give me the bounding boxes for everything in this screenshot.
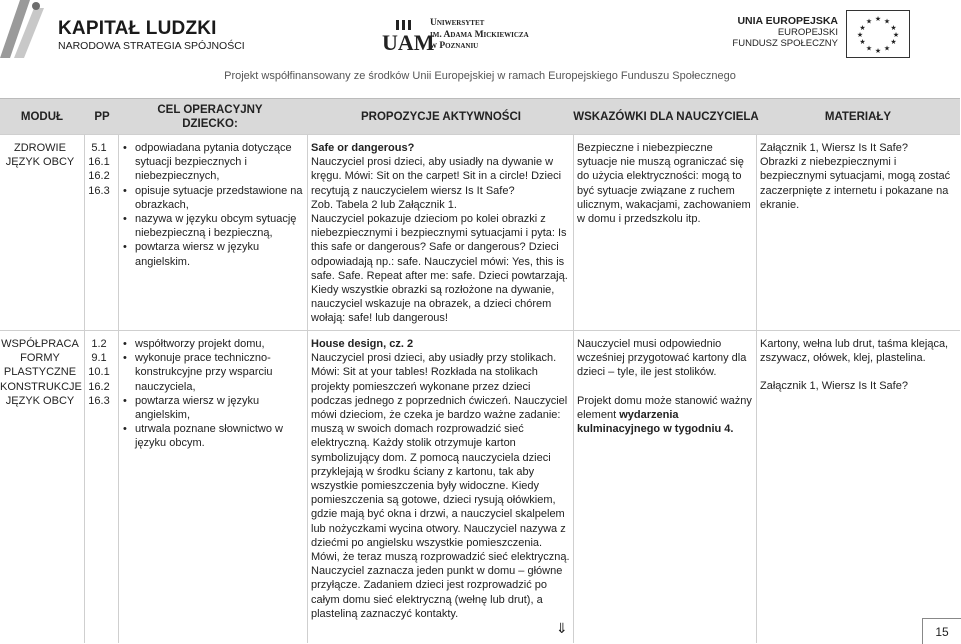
materials-item: Załącznik 1, Wiersz Is It Safe?	[760, 380, 908, 393]
materials-item: Obrazki z niebezpiecznymi i bezpiecznymi sytuacjami, mogą zostać zaczerpnięte z internetu i pokazane na ekranie.	[760, 156, 951, 211]
goal-item: • powtarza wiersz w języku angielskim.	[120, 240, 305, 268]
row1-modul: ZDROWIE JĘZYK OBCY	[5, 142, 75, 169]
ue-caption	[710, 16, 838, 49]
materials-item: Załącznik 1, Wiersz Is It Safe?	[760, 142, 908, 154]
header-modul: MODUŁ	[20, 111, 64, 123]
project-funding-line: Projekt współfinansowany ze środków Unii Europejskiej w ramach Europejskiego Funduszu Społecznego	[224, 70, 736, 82]
kapital-ludzki-subtitle: NARODOWA STRATEGIA SPÓJNOŚCI	[58, 40, 245, 52]
svg-text:★: ★	[865, 44, 873, 53]
row1-pp: 5.1 16.1 16.2 16.3	[88, 142, 110, 197]
row2-goals	[120, 337, 305, 451]
goal-item: • utrwala poznane słownictwo w języku obcym.	[120, 422, 305, 450]
svg-text:★: ★	[856, 31, 864, 39]
svg-text:★: ★	[859, 24, 866, 32]
goal-item: • nazywa w języku obcym sytuację niebezpieczną i bezpieczną,	[120, 212, 305, 240]
svg-text:★: ★	[874, 15, 882, 23]
table-row	[0, 134, 960, 331]
eu-flag-icon	[846, 10, 910, 58]
activity-paragraph: Nauczyciel prosi dzieci, aby usiadły przy stolikach. Mówi: Sit at your tables! Rozkłada na stolikach projekty pomieszczeń wykonane przez dzieci podczas jednego z poprzednich ćwiczeń. Nauczyciel mówi dzieciom, że czeka je bardzo ważne zadanie: muszą w swoich domach rozprowadzić sieć elektryczną. Każdy stolik otrzymuje karton symbolizujący dom. Z pomocą nauczyciela dzieci przyklejają w środku ściany z kartonu, tak aby wszystkie pomieszczenia były widoczne. Kiedy pomieszczenia są gotowe, dzieci rysują ołówkiem, gdzie mają być okna i drzwi, a nauczyciel skalpelem lub nożyczkami wycina otwory. Nauczyciel nazywa z dziećmi po angielsku wszystkie pomieszczenia. Mówi, że teraz muszą rozprowadzić sieć elektryczną. Nauczyciel zaznacza jeden punkt w domu – główne przyłącze. Zadaniem dzieci jest rozprowadzić po całym domu sieć elektryczną (wełnę lub drut), a plasteliną zaznaczyć kontakty.	[311, 352, 570, 620]
goal-item: • odpowiadana pytania dotyczące sytuacji bezpiecznych i niebezpiecznych,	[120, 141, 305, 184]
svg-text:★: ★	[865, 17, 873, 26]
uam-logo	[380, 18, 560, 64]
ue-line-2: EUROPEJSKI	[777, 27, 838, 38]
page-number: 15	[922, 618, 961, 644]
uam-line-3: w Poznaniu	[430, 41, 479, 51]
header-materialy: MATERIAŁY	[824, 111, 892, 123]
materials-item: Kartony, wełna lub drut, taśma klejąca, zszywacz, ołówek, klej, plastelina.	[760, 338, 949, 365]
uam-mark-text: UAM	[382, 30, 435, 55]
row2-activity	[311, 337, 571, 621]
svg-text:★: ★	[874, 47, 882, 55]
row1-activity	[311, 141, 571, 326]
svg-text:★: ★	[890, 38, 897, 46]
uam-name	[430, 18, 529, 53]
row1-goals	[120, 141, 305, 269]
goal-item: • opisuje sytuacje przedstawione na obrazkach,	[120, 184, 305, 212]
continue-arrow-icon: ⇓	[556, 620, 568, 636]
header-wskazowki: WSKAZÓWKI DLA NAUCZYCIELA	[573, 111, 759, 123]
goal-item: • powtarza wiersz w języku angielskim,	[120, 394, 305, 422]
hint-paragraph	[577, 394, 754, 437]
page-header	[0, 0, 960, 95]
ue-line-1: UNIA EUROPEJSKA	[737, 15, 838, 27]
svg-text:★: ★	[883, 44, 891, 53]
uam-line-2: im. Adama Mickiewicza	[430, 29, 529, 40]
svg-text:★: ★	[890, 24, 897, 32]
activity-paragraph: Nauczyciel prosi dzieci, aby usiadły na dywanie w kręgu. Mówi: Sit on the carpet! Sit in a circle! Dzieci recytują z nauczycielem wiersz Is It Safe?	[311, 156, 562, 197]
svg-text:★: ★	[883, 17, 891, 26]
row2-materials	[760, 337, 955, 394]
goal-item: • współtworzy projekt domu,	[120, 337, 305, 351]
header-cel-operacyjny: CEL OPERACYJNY DZIECKO:	[157, 104, 263, 130]
activity-paragraph: Nauczyciel pokazuje dzieciom po kolei obrazki z niebezpiecznymi i bezpiecznymi sytuacjami i pyta: Is this safe or dangerous? Safe or dangerous? Dzieci odpowiadają np.: safe. Nauczyciel mówi: Yes, this is safe. Safe. Repeat after me: safe. Dzieci powtarzają.	[311, 213, 568, 282]
activity-paragraph: Kiedy wszystkie obrazki są rozłożone na dywanie, nauczyciel wskazuje na obrazek, a dzieci chórem wołają: safe! lub dangerous!	[311, 284, 555, 325]
kapital-ludzki-title: KAPITAŁ LUDZKI	[58, 18, 217, 39]
table-header	[0, 98, 960, 135]
row2-hints	[577, 337, 754, 436]
header-propozycje: PROPOZYCJE AKTYWNOŚCI	[361, 111, 521, 123]
row2-pp: 1.2 9.1 10.1 16.2 16.3	[88, 338, 110, 407]
ue-line-3: FUNDUSZ SPOŁECZNY	[732, 38, 838, 49]
activity-paragraph: Zob. Tabela 2 lub Załącznik 1.	[311, 198, 457, 211]
row2-modul: WSPÓŁPRACA FORMY PLASTYCZNE KONSTRUKCJE JĘZYK OBCY	[0, 338, 82, 407]
goal-item: • wykonuje prace techniczno-konstrukcyjne przy wsparciu nauczyciela,	[120, 351, 305, 394]
kapital-ludzki-logo	[0, 0, 46, 58]
header-pp: PP	[94, 111, 110, 123]
activity-title: Safe or dangerous?	[311, 142, 415, 154]
activity-title: House design, cz. 2	[311, 338, 414, 350]
row1-materials	[760, 141, 955, 212]
uam-emblem-icon	[380, 20, 435, 60]
hint-paragraph: Nauczyciel musi odpowiednio wcześniej przygotować kartony dla dzieci – tyle, ile jest stolików.	[577, 338, 747, 379]
svg-text:★: ★	[892, 31, 900, 39]
hint-text: Projekt domu może stanowić ważny element	[577, 394, 752, 421]
svg-text:★: ★	[859, 38, 866, 46]
hint-emphasis: wydarzenia kulminacyjnego w tygodniu 4.	[577, 408, 734, 436]
row1-hints: Bezpieczne i niebezpieczne sytuacje nie muszą ograniczać się do użycia elektryczności: mogą to być sytuacje związane z ruchem ulicznym, wakacjami, zachowaniem w domu i przedszkolu itp.	[577, 142, 751, 226]
uam-line-1: Uniwersytet	[430, 18, 485, 28]
table-row	[0, 330, 960, 621]
